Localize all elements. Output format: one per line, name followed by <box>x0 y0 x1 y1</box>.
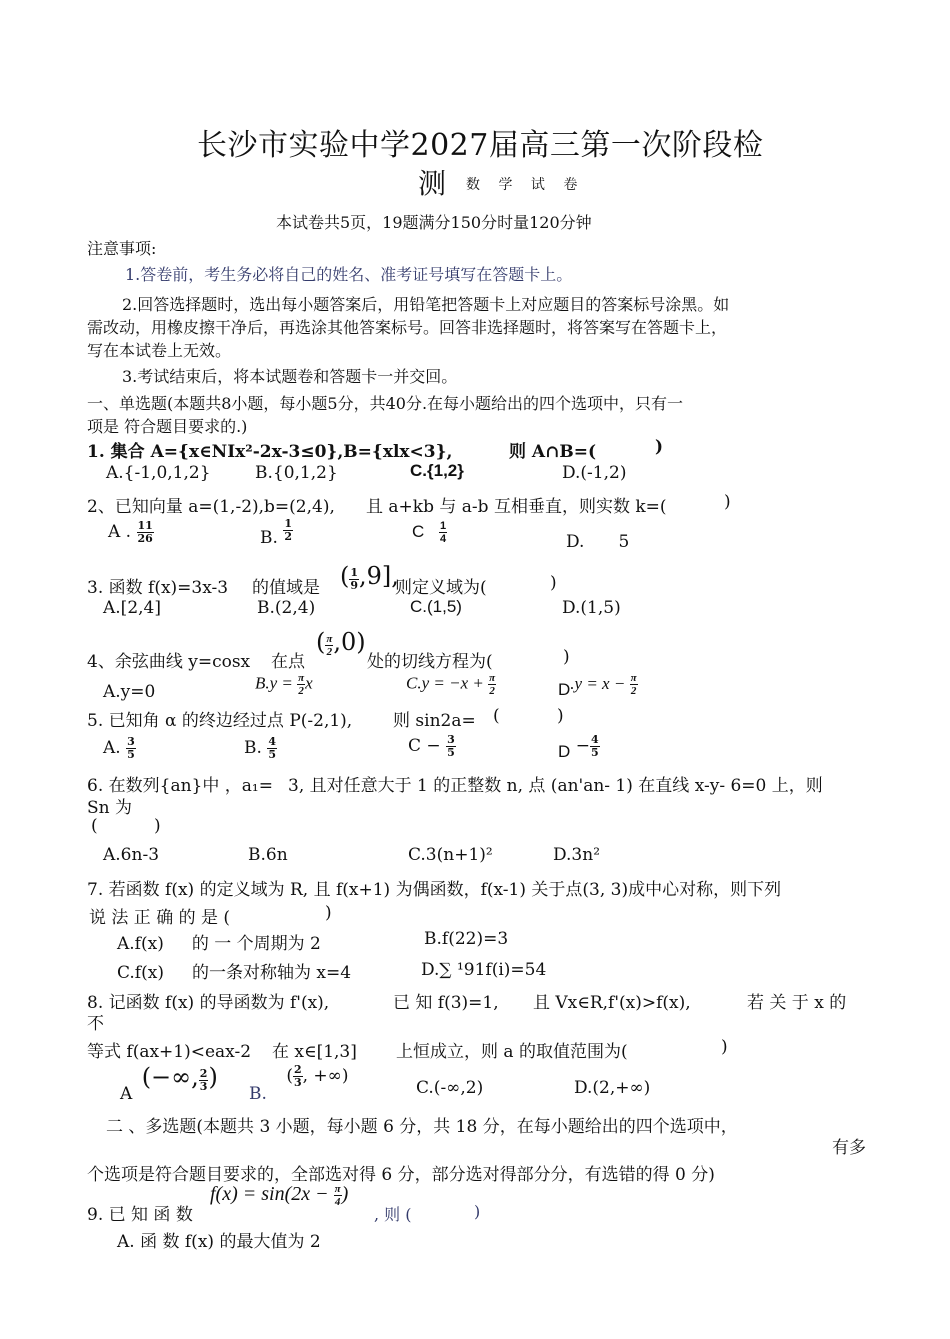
q2-option-c-label: C <box>412 521 425 541</box>
q4-option-a: A.y=0 <box>103 682 156 702</box>
q4-option-d-fraction: $\frac{\pi}{2}$ <box>630 672 637 697</box>
q1-option-c: C.{1,2} <box>410 461 464 480</box>
note-1: 1.答卷前，考生务必将自己的姓名、准考证号填写在答题卡上。 <box>125 265 573 284</box>
q3-option-c: C.(1,5) <box>410 597 462 616</box>
q8-close: ) <box>721 1037 728 1057</box>
section2-header-c: 个选项是符合题目要求的，全部选对得 6 分，部分选对得部分分，有选错的得 0 分) <box>87 1165 715 1185</box>
q7-option-a: A.f(x) 的 一 个周期为 2 <box>117 934 321 954</box>
q7-option-c: C.f(x) 的一条对称轴为 x=4 <box>117 963 352 983</box>
q5-option-d-fraction: $\frac{4}{5}$ <box>590 733 599 759</box>
q2-option-b-label: B. <box>260 528 278 548</box>
q9-tail: , 则 ( <box>374 1205 412 1224</box>
section2-header-a: 二 、多选题(本题共 3 小题，每小题 6 分，共 18 分，在每小题给出的四个选项中， <box>106 1117 738 1137</box>
q4-tail: 处的切线方程为( <box>367 652 493 672</box>
section1-header-b: 项是 符合题目要求的.) <box>87 417 248 436</box>
q4-option-b: B.y = $\frac{\pi}{2}$ x <box>255 672 313 697</box>
q4-stem: 4、余弦曲线 y=cosx <box>87 652 251 672</box>
q5-option-a: A. $\frac{3}{5}$ <box>103 735 135 761</box>
q4-option-b-fraction: $\frac{\pi}{2}$ <box>298 672 305 697</box>
q5-option-b: B. $\frac{4}{5}$ <box>244 735 276 761</box>
q4-mid: 在点 <box>271 652 305 672</box>
q4-close: ) <box>563 647 570 667</box>
q2-option-a-label: A . <box>108 522 132 542</box>
q6-option-d: D.3n² <box>553 845 601 865</box>
q7-close: ) <box>325 903 332 923</box>
q9-close: ) <box>474 1202 481 1221</box>
note-2c: 写在本试卷上无效。 <box>87 341 232 360</box>
q1-close: ) <box>655 437 664 457</box>
q3-range: ( $\frac{1}{9}$ ,9], <box>340 562 399 592</box>
q2-option-b <box>260 517 293 548</box>
q4-option-d: D.y = x − $\frac{\pi}{2}$ <box>558 672 637 699</box>
q4-point-fraction: $\frac{\pi}{2}$ <box>326 633 333 658</box>
note-2a: 2.回答选择题时，选出每小题答案后，用铅笔把答题卡上对应题目的答案标号涂黑。如 <box>122 295 730 314</box>
q2-close: ) <box>724 492 731 512</box>
q6-stem: 6. 在数列{an}中 ，a₁= <box>87 776 273 796</box>
q8-part2: 已 知 f(3)=1, <box>393 993 499 1013</box>
q8-stem: 8. 记函数 f(x) 的导函数为 f'(x), <box>87 993 330 1013</box>
note-3: 3.考试结束后，将本试题卷和答题卡一并交回。 <box>122 367 458 386</box>
q8-bu: 不 <box>87 1014 104 1034</box>
q5-option-c-fraction: $\frac{3}{5}$ <box>447 733 455 759</box>
q6-paren-open: ( <box>91 816 98 836</box>
q1-tail: 则 A∩B=( <box>509 442 597 462</box>
q5-option-b-fraction: $\frac{4}{5}$ <box>268 735 276 761</box>
q2-mid: 且 a+kb 与 a-b 互相垂直，则实数 k=( <box>366 497 667 517</box>
q9-option-a: A. 函 数 f(x) 的最大值为 2 <box>117 1232 321 1252</box>
q8-option-b-fraction: $\frac{2}{3}$ <box>293 1063 302 1089</box>
q3-option-a: A.[2,4] <box>103 598 161 618</box>
q3-tail: 则定义域为( <box>395 578 487 598</box>
notes-heading: 注意事项: <box>87 239 157 258</box>
q6-paren-close: ) <box>154 816 161 836</box>
q1-option-d: D.(-1,2) <box>562 463 627 483</box>
note-2b: 需改动，用橡皮擦干净后，再选涂其他答案标号。回答非选择题时，将答案写在答题卡上， <box>87 318 728 337</box>
q7-stem: 7. 若函数 f(x) 的定义域为 R, 且 f(x+1) 为偶函数，f(x-1) 关于点(3, 3)成中心对称，则下列 <box>87 880 782 900</box>
q2-option-c-fraction: $\frac{1}{4}$ <box>440 520 447 545</box>
section1-header-a: 一、单选题(本题共8小题，每小题5分，共40分.在每小题给出的四个选项中，只有一 <box>87 394 684 413</box>
q9-function-fraction: $\frac{\pi}{4}$ <box>334 1183 341 1208</box>
q8-part4: 若 关 于 x 的 <box>747 993 847 1013</box>
exam-info: 本试卷共5页，19题满分150分时量120分钟 <box>276 213 592 232</box>
q6-option-c: C.3(n+1)² <box>408 845 493 865</box>
section2-header-b: 有多 <box>832 1138 866 1158</box>
q8-line2b: 在 x∈[1,3] <box>272 1042 357 1062</box>
q8-option-a: A (−∞, $\frac{2}{3}$ ) <box>120 1063 218 1104</box>
q9-stem: 9. 已 知 函 数 <box>87 1205 193 1225</box>
q7-option-d: D.∑ ¹91f(i)=54 <box>421 960 547 980</box>
q6-mid: 3, 且对任意大于 1 的正整数 n, 点 (an'an- 1) 在直线 x-y- 6=0 上，则 <box>288 776 823 796</box>
q3-stem: 3. 函数 f(x)=3x-3 <box>87 578 229 598</box>
q2-option-b-fraction: $\frac{1}{2}$ <box>284 517 292 543</box>
q5-option-c: C − $\frac{3}{5}$ <box>408 733 455 759</box>
q8-option-c: C.(-∞,2) <box>416 1078 484 1098</box>
q3-option-d: D.(1,5) <box>562 598 621 618</box>
q5-paren: ( <box>493 706 500 726</box>
q4-option-c: C.y = −x + $\frac{\pi}{2}$ <box>406 672 496 697</box>
q8-line2a: 等式 f(ax+1)<eax-2 <box>87 1042 252 1062</box>
q1-option-a: A.{-1,0,1,2} <box>106 463 211 483</box>
q2-option-a <box>108 520 154 545</box>
q3-mid: 的值域是 <box>252 578 320 598</box>
q8-line2c: 上恒成立，则 a 的取值范围为( <box>396 1042 628 1062</box>
q6-sn: Sn 为 <box>87 798 132 818</box>
q8-option-b: B. ( $\frac{2}{3}$ , +∞) <box>249 1063 349 1104</box>
q2-option-a-fraction: $\frac{11}{26}$ <box>137 519 153 545</box>
exam-title-line1: 长沙市实验中学2027届高三第一次阶段检 <box>197 128 764 163</box>
q3-close: ) <box>550 573 557 593</box>
q6-option-a: A.6n-3 <box>103 845 160 865</box>
q2-stem: 2、已知向量 a=(1,-2),b=(2,4), <box>87 497 335 517</box>
q1-stem: 1. 集合 A={x∈NIx²-2x-3≤0},B={xlx<3}, <box>87 442 453 462</box>
q1-option-b: B.{0,1,2} <box>255 463 338 483</box>
q3-option-b: B.(2,4) <box>257 598 316 618</box>
exam-subtitle: 数 学 试 卷 <box>466 177 585 193</box>
q4-point: ( $\frac{\pi}{2}$ ,0) <box>316 628 366 658</box>
q5-stem: 5. 已知角 α 的终边经过点 P(-2,1), <box>87 711 353 731</box>
q7-stem2: 说 法 正 确 的 是 ( <box>89 908 231 928</box>
q2-option-d: D. 5 <box>566 532 630 552</box>
q3-range-fraction: $\frac{1}{9}$ <box>350 566 359 592</box>
q6-option-b: B.6n <box>248 845 288 865</box>
q5-mid: 则 sin2a= <box>393 711 476 731</box>
q4-option-c-fraction: $\frac{\pi}{2}$ <box>489 672 496 697</box>
q7-option-b: B.f(22)=3 <box>424 929 509 949</box>
q8-option-d: D.(2,+∞) <box>574 1078 651 1098</box>
exam-title-line2: 测 <box>418 167 447 200</box>
q8-part3: 且 Vx∈R,f'(x)>f(x), <box>533 993 691 1013</box>
q5-option-d: D − $\frac{4}{5}$ <box>558 733 599 761</box>
q8-option-a-fraction: $\frac{2}{3}$ <box>199 1067 208 1093</box>
q5-close: ) <box>557 706 564 726</box>
q5-option-a-fraction: $\frac{3}{5}$ <box>127 735 135 761</box>
q9-function: f(x) = sin(2x − $\frac{\pi}{4}$ ) <box>210 1183 349 1208</box>
q2-option-c <box>412 520 447 545</box>
